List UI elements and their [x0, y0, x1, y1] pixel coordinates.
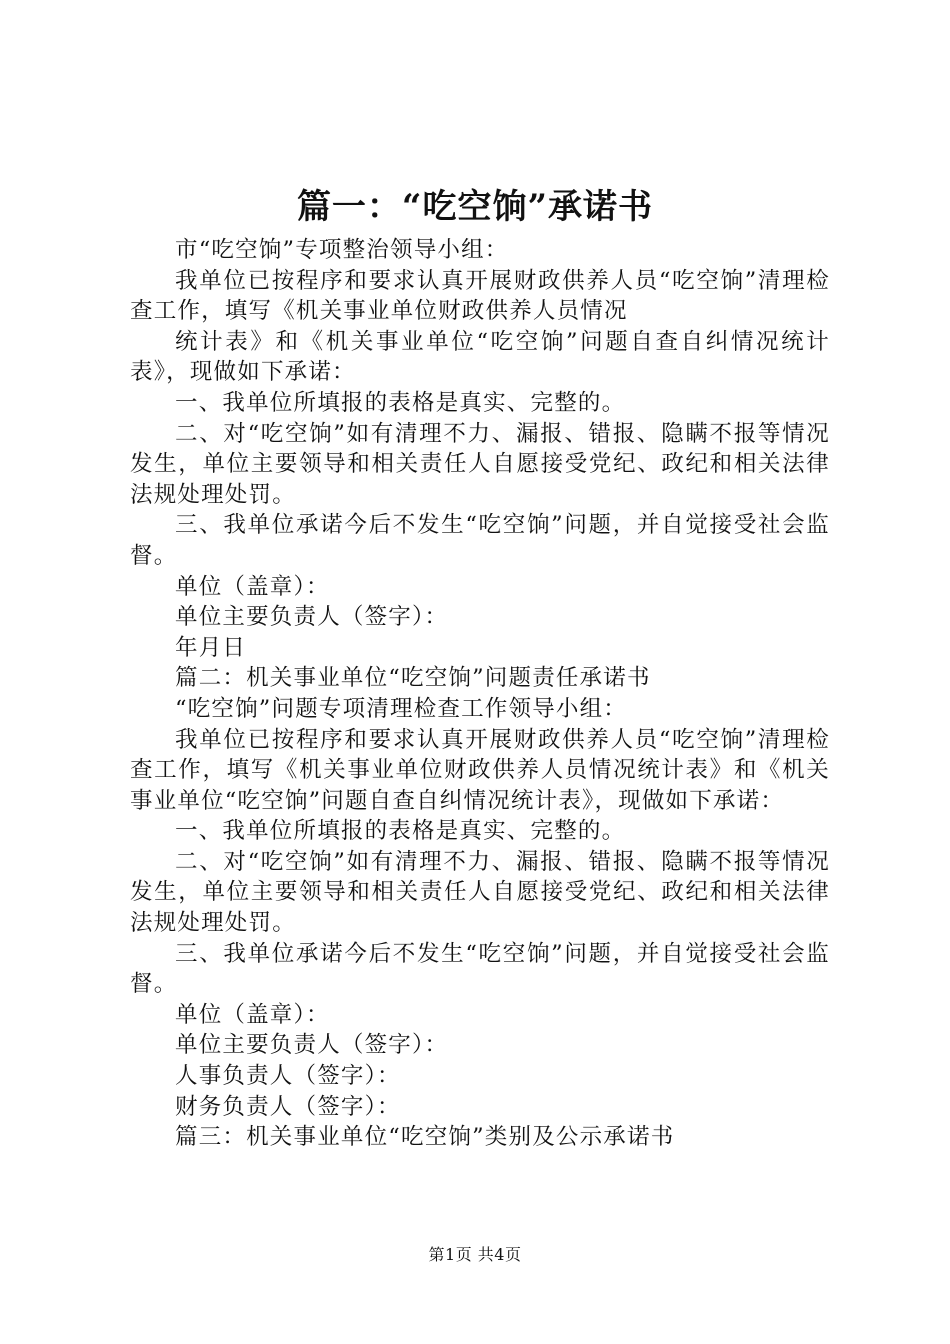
paragraph-addressee-1: 市“吃空饷”专项整治领导小组：: [175, 237, 509, 263]
paragraph-pledge-2-1: 一、我单位所填报的表格是真实、完整的。: [175, 818, 626, 845]
paragraph-pledge-1-2: 二、对“吃空饷”如有清理不力、漏报、错报、隐瞒不报等情况发生，单位主要领导和相关责任人自愿接受党纪、政纪和相关法律法规处理处罚。: [130, 420, 830, 508]
signature-finance-2: 财务负责人（签字）：: [175, 1093, 401, 1120]
paragraph-pledge-1-1: 一、我单位所填报的表格是真实、完整的。: [175, 389, 626, 416]
paragraph-pledge-2-3: 三、我单位承诺今后不发生“吃空饷”问题，并自觉接受社会监督。: [130, 940, 830, 998]
signature-seal-2: 单位（盖章）：: [175, 1001, 330, 1028]
signature-leader-1: 单位主要负责人（签字）：: [175, 604, 449, 631]
signature-seal-1: 单位（盖章）：: [175, 573, 330, 600]
signature-leader-2: 单位主要负责人（签字）：: [175, 1032, 449, 1059]
signature-hr-2: 人事负责人（签字）：: [175, 1063, 401, 1090]
paragraph-body-2: 我单位已按程序和要求认真开展财政供养人员“吃空饷”清理检查工作，填写《机关事业单位财政供养人员情况统计表》和《机关事业单位“吃空饷”问题自查自纠情况统计表》，现做如下承诺：: [130, 726, 830, 814]
date-line-1: 年月日: [175, 634, 247, 661]
document-title: 篇一：“吃空饷”承诺书: [296, 187, 654, 227]
paragraph-addressee-2: “吃空饷”问题专项清理检查工作领导小组：: [175, 695, 628, 722]
paragraph-body-1b: 统计表》和《机关事业单位“吃空饷”问题自查自纠情况统计表》，现做如下承诺：: [130, 328, 830, 386]
paragraph-pledge-2-2: 二、对“吃空饷”如有清理不力、漏报、错报、隐瞒不报等情况发生，单位主要领导和相关责任人自愿接受党纪、政纪和相关法律法规处理处罚。: [130, 848, 830, 937]
section-heading-2: 篇二：机关事业单位“吃空饷”问题责任承诺书: [175, 665, 651, 692]
page-indicator: 第1页 共4页: [428, 1245, 522, 1264]
document-body: [130, 235, 830, 1153]
section-heading-3: 篇三：机关事业单位“吃空饷”类别及公示承诺书: [175, 1124, 675, 1151]
paragraph-pledge-1-3: 三、我单位承诺今后不发生“吃空饷”问题，并自觉接受社会监督。: [130, 512, 830, 569]
paragraph-body-1a: 我单位已按程序和要求认真开展财政供养人员“吃空饷”清理检查工作，填写《机关事业单位财政供养人员情况: [130, 267, 830, 325]
